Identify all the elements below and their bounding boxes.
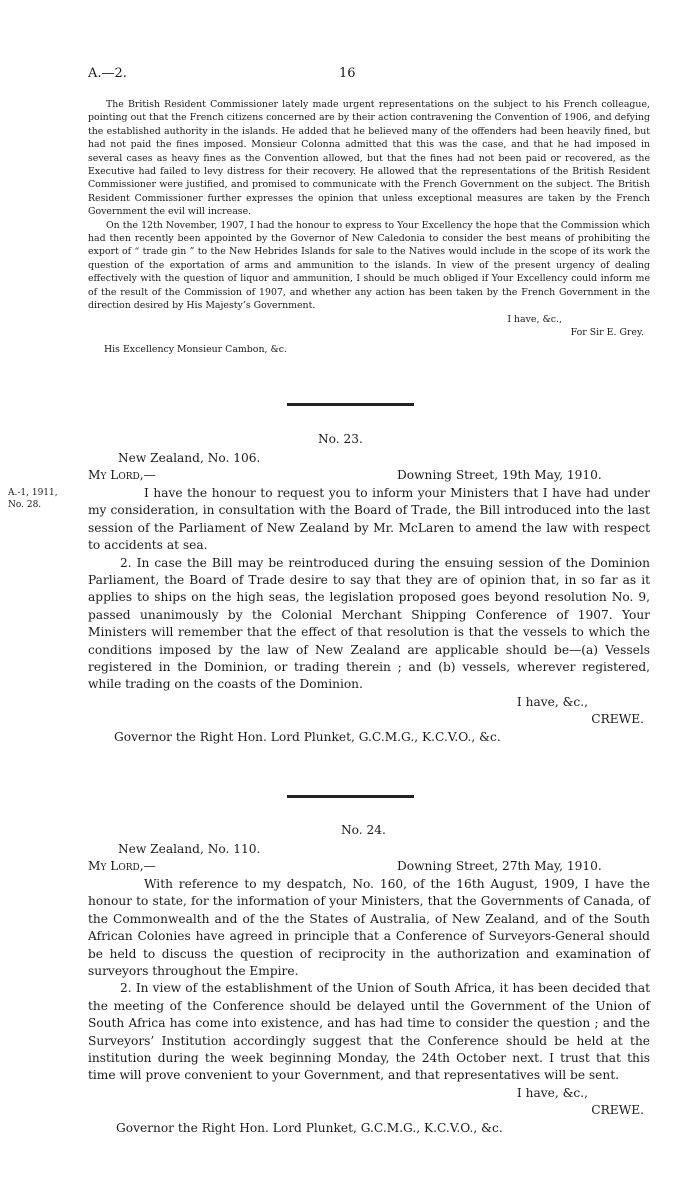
- closing: I have, &c.,: [516, 1085, 588, 1100]
- closing: I have, &c.,: [507, 313, 562, 325]
- document-reference: A.—2.: [88, 66, 127, 81]
- salutation: My Lord,—: [88, 859, 156, 873]
- addressee: Governor the Right Hon. Lord Plunket, G.C.M.G., K.C.V.O., &c.: [116, 1120, 503, 1135]
- place-date: Downing Street, 27th May, 1910.: [397, 859, 602, 873]
- closing: I have, &c.,: [516, 694, 588, 709]
- despatch-number: No. 23.: [318, 432, 363, 446]
- despatch-body: [88, 876, 650, 1137]
- addressee: Governor the Right Hon. Lord Plunket, G.C.M.G., K.C.V.O., &c.: [114, 729, 501, 744]
- paragraph: I have the honour to request you to inform your Ministers that I have had under my consideration, in consultation with the Board of Trade, the Bill introduced into the last session of the Parliament of New Zealand by Mr. McLaren to amend the law with respect to accidents at sea.: [88, 486, 650, 553]
- despatch-number: No. 24.: [341, 823, 386, 837]
- signature: For Sir E. Grey.: [570, 326, 644, 338]
- salutation: My Lord,—: [88, 468, 156, 482]
- addressee: His Excellency Monsieur Cambon, &c.: [104, 344, 288, 356]
- paragraph: 2. In view of the establishment of the Union of South Africa, it has been decided that the meeting of the Conference should be delayed until the Government of the Union of South Africa has come into existence, and has had time to consider the question ; and the Surveyors’ Institution accordingly suggest that the Conference should be held at the institution during the week beginning Monday, the 24th October next. I trust that this time will prove convenient to your Government, and that representatives will be sent.: [88, 981, 650, 1083]
- margin-note: [8, 487, 58, 511]
- place-date: Downing Street, 19th May, 1910.: [397, 468, 602, 482]
- paragraph: The British Resident Commissioner lately made urgent representations on the subject to his French colleague, pointing out that the French citizens concerned are by their action contravening the Convention of 1906, and defying the established authority in the islands. He added that he believed many of the offenders had been heavily fined, but had not paid the fines imposed. Monsieur Colonna admitted that this was the case, and that he had imposed in several cases as heavy fines as the Convention allowed, but that the fines had not been paid or recovered, as the Executive had failed to levy distress for their recovery. He allowed that the representations of the British Resident Commissioner were justified, and promised to communicate with the French Government on the subject. The British Resident Commissioner further expresses the opinion that unless exceptional measures are taken by the French Government the evil will increase.: [88, 99, 650, 218]
- margin-note-line: A.-1, 1911,: [8, 488, 58, 498]
- signature: CREWE.: [591, 1103, 644, 1118]
- margin-note-line: No. 28.: [8, 500, 42, 510]
- paragraph: With reference to my despatch, No. 160, of the 16th August, 1909, I have the honour to state, for the information of your Ministers, that the Governments of Canada, of the Commonwealth and of the the States of Australia, of New Zealand, and of the South African Colonies have agreed in principle that a Conference of Surveyors-General should be held to discuss the question of reciprocity in the authorization and examination of surveyors throughout the Empire.: [88, 877, 650, 979]
- paragraph: 2. In case the Bill may be reintroduced during the ensuing session of the Dominion Parliament, the Board of Trade desire to say that they are of opinion that, in so far as it applies to ships on the high seas, the legislation proposed goes beyond resolution No. 9, passed unanimously by the Colonial Merchant Shipping Conference of 1907. Your Ministers will remember that the effect of that resolution is that the vessels to which the conditions imposed by the law of New Zealand are applicable should be—(a) Vessels registered in the Dominion, or trading therein ; and (b) vessels, wherever registered, while trading on the coasts of the Dominion.: [88, 555, 650, 692]
- despatch-ref: New Zealand, No. 110.: [118, 842, 261, 856]
- section-divider: [287, 403, 414, 406]
- signature: CREWE.: [591, 712, 644, 727]
- previous-letter: [88, 98, 650, 357]
- paragraph: On the 12th November, 1907, I had the honour to express to Your Excellency the hope that the Commission which had then recently been appointed by the Governor of New Caledonia to consider the best means of prohibiting the export of “ trade gin ” to the New Hebrides Islands for sale to the Natives would include in the scope of its work the question of the exportation of arms and ammunition to the islands. In view of the present urgency of dealing effectively with the question of liquor and ammunition, I should be much obliged if Your Excellency could inform me of the result of the Commission of 1907, and whether any action has been taken by the French Government in the direction desired by His Majesty’s Government.: [88, 219, 650, 312]
- despatch-ref: New Zealand, No. 106.: [118, 451, 261, 465]
- section-divider: [287, 795, 414, 798]
- page-number: 16: [339, 66, 356, 81]
- despatch-body: [88, 485, 650, 746]
